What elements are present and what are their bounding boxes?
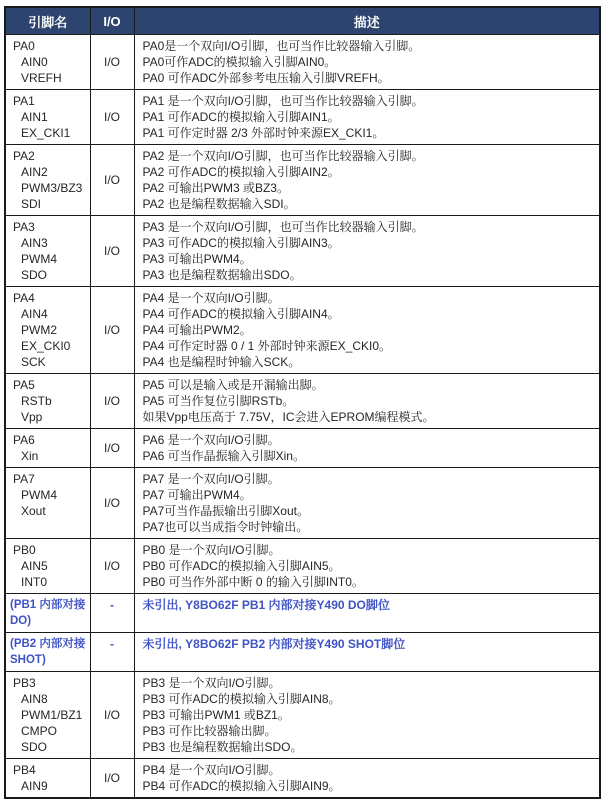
description-line: PB4 是一个双向I/O引脚。 (142, 763, 281, 777)
description-line: PB4 可作ADC的模拟输入引脚AIN9。 (142, 779, 341, 793)
pin-alt-function: AIN9 (21, 779, 48, 793)
pin-description-table (4, 6, 601, 799)
table-row (5, 374, 600, 429)
pin-alt-function: EX_CKI0 (21, 339, 71, 353)
description-line: PA5 可以是输入或是开漏输出脚。 (142, 378, 324, 392)
description-cell (134, 429, 600, 468)
io-direction-cell: - (90, 633, 134, 672)
pin-alt-function: EX_CKI1 (21, 126, 71, 140)
description-cell (134, 759, 600, 799)
pin-alt-function: AIN8 (21, 692, 48, 706)
description-line: PA7 可输出PWM4。 (142, 488, 252, 502)
description-line: PA2 可作ADC的模拟输入引脚AIN2。 (142, 165, 340, 179)
pin-name-cell (5, 145, 90, 216)
pin-name-cell (5, 594, 90, 633)
table-row (5, 216, 600, 287)
pin-alt-function: AIN0 (21, 55, 48, 69)
pin-alt-function: VREFH (21, 71, 62, 85)
pin-alt-function: PWM2 (21, 323, 57, 337)
description-line: 如果Vpp电压高于 7.75V，IC会进入EPROM编程模式。 (142, 410, 435, 424)
pin-alt-function: CMPO (21, 724, 57, 738)
description-cell (134, 90, 600, 145)
description-line: PA4 是一个双向I/O引脚。 (142, 291, 280, 305)
description-line: PB3 可作ADC的模拟输入引脚AIN8。 (142, 692, 341, 706)
pin-name: PB0 (13, 543, 36, 557)
pin-alt-function: AIN3 (21, 236, 48, 250)
io-direction-cell: I/O (90, 468, 134, 539)
pin-name: PB3 (13, 676, 36, 690)
pin-alt-function: Xout (21, 504, 46, 518)
pin-alt-function: AIN1 (21, 110, 48, 124)
table-row (5, 90, 600, 145)
pin-name: (PB2 内部对接 (10, 638, 86, 650)
description-line: 未引出, Y8BO62F PB2 内部对接Y490 SHOT脚位 (142, 637, 406, 651)
pin-name: PA3 (13, 220, 35, 234)
description-cell (134, 539, 600, 594)
description-line: PA2 可输出PWM3 或BZ3。 (142, 181, 289, 195)
description-line: PA3 可作ADC的模拟输入引脚AIN3。 (142, 236, 340, 250)
description-line: PA1 是一个双向I/O引脚，也可当作比较器输入引脚。 (142, 94, 424, 108)
table-row (5, 35, 600, 90)
pin-table-body (5, 35, 600, 799)
table-row (5, 468, 600, 539)
pin-alt-function: PWM4 (21, 252, 57, 266)
description-line: PA7 是一个双向I/O引脚。 (142, 472, 280, 486)
io-direction-cell: I/O (90, 539, 134, 594)
pin-alt-function: INT0 (21, 575, 48, 589)
description-line: PA0可作ADC的模拟输入引脚AIN0。 (142, 55, 337, 69)
description-line: PA2 也是编程数据输入SDI。 (142, 197, 296, 211)
pin-name-cell (5, 539, 90, 594)
pin-name-cell (5, 90, 90, 145)
description-line: PA6 是一个双向I/O引脚。 (142, 433, 280, 447)
description-line: PA3 是一个双向I/O引脚，也可当作比较器输入引脚。 (142, 220, 424, 234)
pin-name: PA7 (13, 472, 35, 486)
pin-alt-function: RSTb (21, 394, 52, 408)
table-row (5, 287, 600, 374)
description-cell (134, 287, 600, 374)
description-line: PA4 也是编程时钟输入SCK。 (142, 355, 301, 369)
table-row (5, 594, 600, 633)
pin-alt-function: SCK (21, 355, 46, 369)
pin-name-cell (5, 759, 90, 799)
description-cell (134, 216, 600, 287)
description-line: PA7可当作晶振输出引脚Xout。 (142, 504, 309, 518)
description-cell (134, 594, 600, 633)
column-header-io: I/O (90, 7, 134, 35)
pin-alt-function: PWM3/BZ3 (21, 181, 83, 195)
description-cell (134, 468, 600, 539)
pin-name-cell (5, 216, 90, 287)
io-direction-cell: I/O (90, 90, 134, 145)
description-line: PB0 是一个双向I/O引脚。 (142, 543, 281, 557)
pin-alt-function: SDO (21, 740, 48, 754)
description-cell (134, 35, 600, 90)
description-line: PB3 也是编程数据输出SDO。 (142, 740, 303, 754)
description-line: PA3 也是编程数据输出SDO。 (142, 268, 302, 282)
description-cell (134, 672, 600, 759)
io-direction-cell: I/O (90, 429, 134, 468)
description-line: PA2 是一个双向I/O引脚，也可当作比较器输入引脚。 (142, 149, 424, 163)
description-line: PA5 可当作复位引脚RSTb。 (142, 394, 295, 408)
pin-name: PA2 (13, 149, 35, 163)
pin-alt-function: PWM1/BZ1 (21, 708, 83, 722)
pin-alt-function: AIN5 (21, 559, 48, 573)
description-line: PA7也可以当成指令时钟输出。 (142, 520, 309, 534)
description-line: PA4 可作定时器 0 / 1 外部时钟来源EX_CKI0。 (142, 339, 392, 353)
pin-name: PA1 (13, 94, 35, 108)
io-direction-cell: I/O (90, 374, 134, 429)
io-direction-cell: I/O (90, 35, 134, 90)
pin-name-cell (5, 429, 90, 468)
io-direction-cell: I/O (90, 672, 134, 759)
header-row (5, 7, 600, 35)
column-header-description: 描述 (134, 7, 600, 35)
pin-alt-function: PWM4 (21, 488, 57, 502)
io-direction-cell: - (90, 594, 134, 633)
pin-name: PA4 (13, 291, 35, 305)
io-direction-cell: I/O (90, 759, 134, 799)
table-row (5, 145, 600, 216)
description-line: PA0是一个双向I/O引脚，也可当作比较器输入引脚。 (142, 39, 421, 53)
io-direction-cell: I/O (90, 216, 134, 287)
pin-name-cell (5, 374, 90, 429)
pin-name-cell (5, 287, 90, 374)
description-line: PB3 是一个双向I/O引脚。 (142, 676, 281, 690)
description-cell (134, 145, 600, 216)
description-line: PA4 可作ADC的模拟输入引脚AIN4。 (142, 307, 340, 321)
description-cell (134, 633, 600, 672)
table-row (5, 539, 600, 594)
pin-name-cell (5, 468, 90, 539)
pin-alt-function: Xin (21, 449, 39, 463)
pin-alt-function: DO) (10, 615, 32, 627)
table-row (5, 672, 600, 759)
description-line: PA3 可输出PWM4。 (142, 252, 252, 266)
pin-alt-function: Vpp (21, 410, 43, 424)
pin-alt-function: SDI (21, 197, 42, 211)
io-direction-cell: I/O (90, 287, 134, 374)
description-line: PB3 可输出PWM1 或BZ1。 (142, 708, 290, 722)
pin-alt-function: SDO (21, 268, 48, 282)
pin-name: PB4 (13, 763, 36, 777)
pin-name: PA6 (13, 433, 35, 447)
description-line: 未引出, Y8BO62F PB1 内部对接Y490 DO脚位 (142, 598, 390, 612)
description-line: PA4 可输出PWM2。 (142, 323, 252, 337)
description-line: PB3 可作比较器输出脚。 (142, 724, 277, 738)
description-line: PA0 可作ADC外部参考电压输入引脚VREFH。 (142, 71, 390, 85)
description-line: PB0 可作ADC的模拟输入引脚AIN5。 (142, 559, 341, 573)
pin-alt-function: AIN4 (21, 307, 48, 321)
description-line: PA6 可当作晶振输入引脚Xin。 (142, 449, 305, 463)
pin-alt-function: SHOT) (10, 654, 46, 666)
table-row (5, 633, 600, 672)
pin-name: PA5 (13, 378, 35, 392)
pin-name: PA0 (13, 39, 35, 53)
pin-name-cell (5, 633, 90, 672)
description-line: PA1 可作定时器 2/3 外部时钟来源EX_CKI1。 (142, 126, 385, 140)
description-line: PB0 可当作外部中断 0 的输入引脚INT0。 (142, 575, 364, 589)
pin-name: (PB1 内部对接 (10, 599, 86, 611)
pin-name-cell (5, 672, 90, 759)
table-row (5, 759, 600, 799)
pin-name-cell (5, 35, 90, 90)
description-line: PA1 可作ADC的模拟输入引脚AIN1。 (142, 110, 340, 124)
pin-alt-function: AIN2 (21, 165, 48, 179)
description-cell (134, 374, 600, 429)
column-header-pin-name: 引脚名 (5, 7, 90, 35)
table-row (5, 429, 600, 468)
io-direction-cell: I/O (90, 145, 134, 216)
